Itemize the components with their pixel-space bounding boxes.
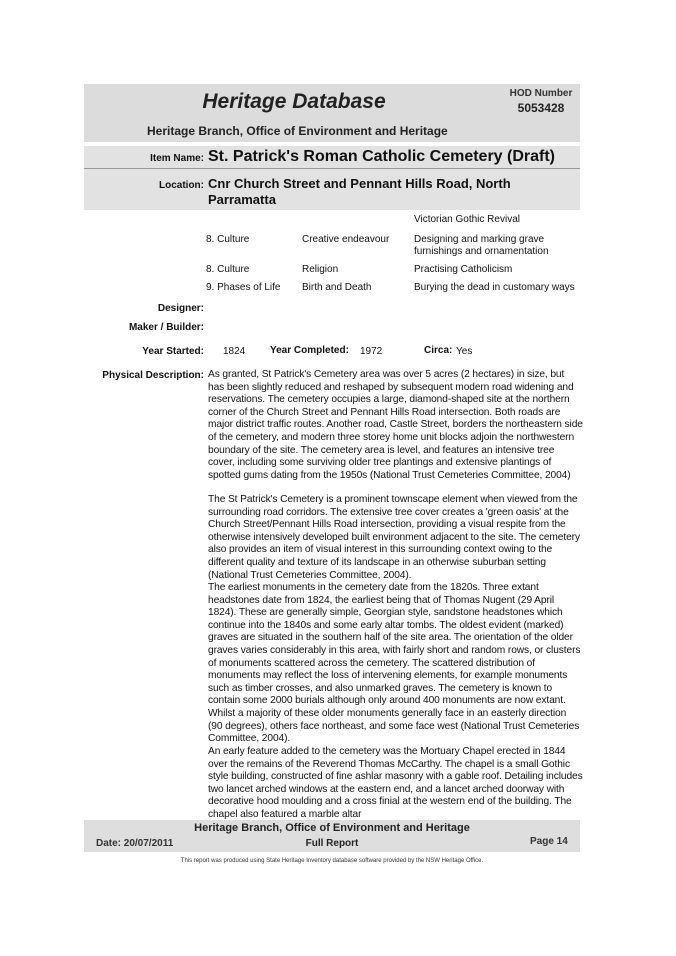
year-completed-value: 1972 (360, 346, 383, 357)
style-value: Victorian Gothic Revival (414, 214, 520, 225)
footer-org: Heritage Branch, Office of Environment and Heritage (194, 822, 470, 834)
description-paragraph: The earliest monuments in the cemetery date from the 1820s. Three extant headstones date from 1824, the earliest being that of Thomas Nugent (29 April 1824). These are generally simple, Georgian style, sandstone headstones which continue into the 1840s and some early altar tombs. The oldest evident (marked) graves are situated in the southern half of the site area. The orientation of the older graves varies considerably in this area, with fairly short and random rows, or clusters of monuments scattered across the cemetery. The scattered distribution of monuments may reflect the loss of intervening elements, for example monuments such as timber crosses, and also unmarked graves. The cemetery is known to contain some 2000 burials although only around 400 monuments are now extant. Whilst a majority of these older monuments generally face in an easterly direction (90 degrees), others face northeast, and some face west (National Trust Cemeteries Committee, 2004). (208, 582, 581, 745)
divider (84, 168, 580, 169)
description-paragraph: The St Patrick's Cemetery is a prominent townscape element when viewed from the surrounding road corridors. The extensive tree cover creates a 'green oasis' at the Church Street/Pennant Hills Road intersection, providing a visual respite from the otherwise intensively developed built environment adjacent to the site. The cemetery also provides an item of visual interest in this surrounding context owing to the different quality and texture of its landscape in an otherwise suburban setting (National Trust Cemeteries Committee, 2004). (208, 494, 580, 581)
year-completed-label: Year Completed: (270, 345, 349, 356)
page-title: Heritage Database (202, 90, 386, 113)
footer-report-type: Full Report (305, 838, 359, 849)
physical-description-label: Physical Description: (102, 370, 204, 381)
description-paragraph: An early feature added to the cemetery was the Mortuary Chapel erected in 1844 over the remains of the Reverend Thomas McCarthy. The chapel is a small Gothic style building, constructed of fine ashlar masonry with a gable roof. Detailing includes two lancet arched windows at the eastern end, and a lancet arched doorway with decorative hood moulding and a cross finial at the western end of the building. The chapel also featured a marble altar (208, 746, 583, 820)
hod-number-value: 5053428 (517, 101, 565, 115)
item-name: St. Patrick's Roman Catholic Cemetery (Draft) (208, 148, 556, 165)
item-name-label: Item Name: (150, 153, 204, 164)
footer-date: Date: 20/07/2011 (96, 838, 174, 849)
theme-detail: Burying the dead in customary ways (414, 282, 575, 293)
theme-local: Birth and Death (302, 282, 372, 293)
theme-state: 9. Phases of Life (206, 282, 281, 293)
circa-value: Yes (456, 346, 473, 357)
year-started-value: 1824 (223, 346, 246, 357)
location-value: Cnr Church Street and Pennant Hills Road, North Parramatta (208, 176, 511, 207)
theme-detail: Designing and marking grave furnishings and ornamentation (414, 234, 549, 257)
description-paragraph: As granted, St Patrick's Cemetery area was over 5 acres (2 hectares) in size, but has been slightly reduced and reshaped by subsequent modern road widening and reservations. The cemetery occupies a large, diamond-shaped site at the northern corner of the Church Street and Pennant Hills Road intersection. Both roads are major district traffic routes. Another road, Castle Street, borders the northeastern side of the cemetery, and modern three storey home unit blocks adjoin the northwestern boundary of the site. The cemetery area is level, and features an intensive tree cover, including some surviving older tree plantings and extensive plantings of spotted gums dating from the 1950s (National Trust Cemeteries Committee, 2004) (208, 369, 583, 481)
circa-label: Circa: (424, 345, 453, 356)
designer-label: Designer: (157, 303, 204, 314)
theme-local: Religion (302, 264, 339, 275)
theme-local: Creative endeavour (302, 234, 390, 245)
theme-state: 8. Culture (206, 264, 250, 275)
maker-label: Maker / Builder: (128, 322, 204, 333)
location-label: Location: (159, 180, 204, 191)
footer-note: This report was produced using State Heritage Inventory database software provided by the NSW Heritage Office. (180, 858, 484, 864)
theme-detail: Practising Catholicism (414, 264, 513, 275)
theme-state: 8. Culture (206, 234, 250, 245)
header-subtitle: Heritage Branch, Office of Environment and Heritage (147, 124, 448, 138)
footer-page-number: Page 14 (530, 836, 568, 847)
hod-number-label: HOD Number (509, 88, 573, 99)
year-started-label: Year Started: (142, 346, 204, 357)
